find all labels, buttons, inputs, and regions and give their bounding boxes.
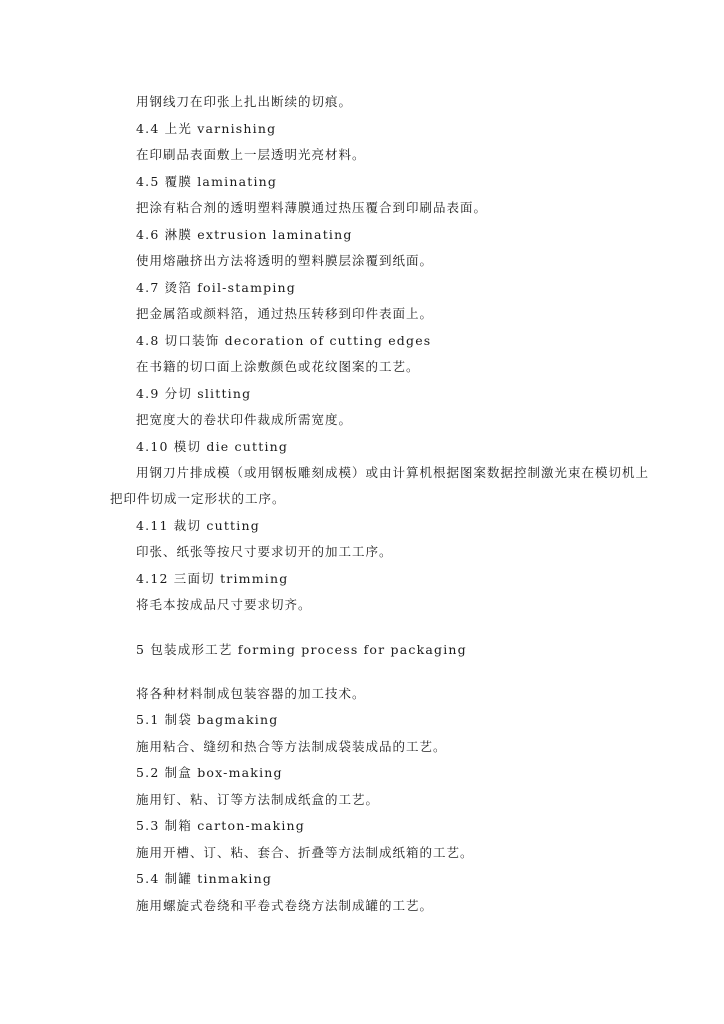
text-line-trimming-def: 将毛本按成品尺寸要求切齐。 — [136, 597, 312, 612]
text-line-foil-def: 把金属箔或颜料箔，通过热压转移到印件表面上。 — [136, 306, 434, 321]
heading-4-10: 4.10 模切 die cutting — [136, 439, 289, 454]
text-line-die-cutting-cont: 把印件切成一定形状的工序。 — [110, 491, 286, 506]
text-line-box-making-def: 施用钉、粘、订等方法制成纸盒的工艺。 — [136, 792, 380, 807]
heading-5-4: 5.4 制罐 tinmaking — [136, 871, 273, 886]
heading-5-3: 5.3 制箱 carton-making — [136, 818, 306, 833]
heading-4-4: 4.4 上光 varnishing — [136, 121, 277, 136]
heading-5-1: 5.1 制袋 bagmaking — [136, 712, 279, 727]
heading-4-12: 4.12 三面切 trimming — [136, 571, 289, 586]
text-line-carton-making-def: 施用开槽、订、粘、套合、折叠等方法制成纸箱的工艺。 — [136, 845, 474, 860]
heading-4-6: 4.6 淋膜 extrusion laminating — [136, 227, 353, 242]
text-line-bagmaking-def: 施用粘合、缝纫和热合等方法制成袋装成品的工艺。 — [136, 739, 447, 754]
text-line-slitting-def: 把宽度大的卷状印件裁成所需宽度。 — [136, 412, 353, 427]
text-line-forming-def: 将各种材料制成包装容器的加工技术。 — [136, 686, 366, 701]
text-line-varnishing-def: 在印刷品表面敷上一层透明光亮材料。 — [136, 147, 366, 162]
text-line-extrusion-def: 使用熔融挤出方法将透明的塑料膜层涂覆到纸面。 — [136, 253, 434, 268]
heading-4-8: 4.8 切口装饰 decoration of cutting edges — [136, 333, 432, 348]
text-line-laminating-def: 把涂有粘合剂的透明塑料薄膜通过热压覆合到印刷品表面。 — [136, 200, 488, 215]
heading-5-2: 5.2 制盒 box-making — [136, 765, 283, 780]
text-line-perforating-def: 用钢线刀在印张上扎出断续的切痕。 — [136, 94, 353, 109]
heading-4-11: 4.11 裁切 cutting — [136, 518, 260, 533]
heading-section-5: 5 包装成形工艺 forming process for packaging — [136, 642, 467, 657]
text-line-tinmaking-def: 施用螺旋式卷绕和平卷式卷绕方法制成罐的工艺。 — [136, 898, 434, 913]
heading-4-5: 4.5 覆膜 laminating — [136, 174, 278, 189]
text-line-cutting-def: 印张、纸张等按尺寸要求切开的加工工序。 — [136, 544, 393, 559]
heading-4-7: 4.7 烫箔 foil-stamping — [136, 280, 296, 295]
text-line-die-cutting-def: 用钢刀片排成模（或用钢板雕刻成模）或由计算机根据图案数据控制激光束在模切机上 — [136, 465, 650, 480]
heading-4-9: 4.9 分切 slitting — [136, 386, 252, 401]
text-line-edges-def: 在书籍的切口面上涂敷颜色或花纹图案的工艺。 — [136, 359, 420, 374]
